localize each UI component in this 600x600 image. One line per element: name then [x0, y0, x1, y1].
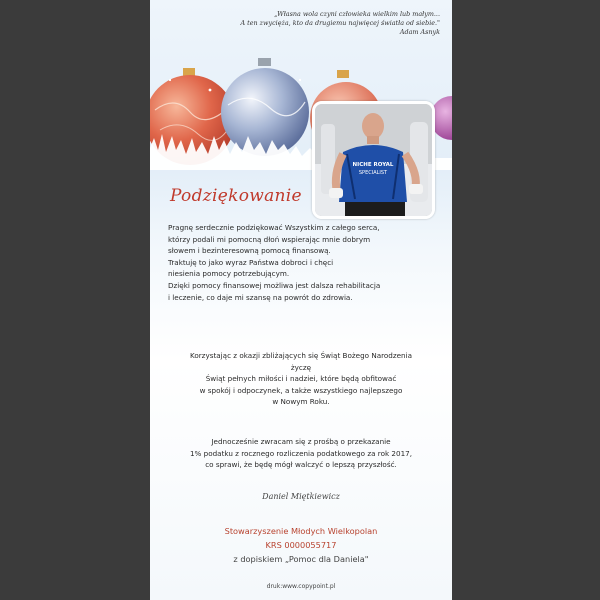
paragraph1-line: słowem i bezinteresowną pomocą finansową.: [168, 246, 331, 256]
paragraph1-line: niesienia pomocy potrzebującym.: [168, 269, 290, 279]
paragraph3-line: co sprawi, że będę mógł walczyć o lepszą przyszłość.: [205, 460, 397, 470]
quote-line-2: A ten zwycięża, kto da drugiemu najwięcej światła od siebie.": [240, 19, 440, 28]
ornament-cap-blue: [258, 58, 271, 66]
paragraph1-line: Dzięki pomocy finansowej możliwa jest dalsza rehabilitacja: [168, 280, 381, 290]
ornament-cap-red: [183, 68, 195, 76]
ornament-cap-red-2: [337, 70, 349, 78]
thanks-paragraph: [168, 222, 448, 303]
thank-you-card: [150, 0, 452, 600]
organization-note: z dopiskiem „Pomoc dla Daniela": [233, 553, 369, 564]
paragraph2-line: życzę: [290, 362, 312, 372]
person-in-jersey-illustration: [315, 104, 432, 216]
left-background: [0, 0, 150, 600]
heading-title: Podziękowanie: [170, 186, 302, 206]
paragraph2-line: Korzystając z okazji zbliżających się Świąt Bożego Narodzenia: [189, 351, 413, 360]
quote-author: Adam Asnyk: [399, 28, 440, 37]
paragraph3-line: 1% podatku z rocznego rozliczenia podatkowego za rok 2017,: [189, 448, 413, 458]
paragraph1-line: Pragnę serdecznie podziękować Wszystkim z całego serca,: [168, 223, 380, 232]
krs-number: KRS 0000055717: [265, 539, 337, 550]
organization-block: [150, 525, 452, 566]
organization-name: Stowarzyszenie Młodych Wielkopolan: [224, 526, 378, 536]
portrait-photo: [312, 101, 435, 219]
tax-request-paragraph: [150, 436, 452, 471]
print-footer: druk:www.copypoint.pl: [266, 583, 336, 590]
paragraph2-line: w Nowym Roku.: [272, 397, 330, 407]
right-background: [452, 0, 600, 600]
quote-block: [170, 10, 440, 38]
shirt-text-2: SPECIALIST: [358, 170, 388, 176]
signature: Daniel Miętkiewicz: [262, 492, 340, 501]
paragraph3-line: Jednocześnie zwracam się z prośbą o przekazanie: [211, 437, 391, 446]
shirt-text-1: NICHE ROYAL: [352, 162, 394, 168]
paragraph2-line: Świąt pełnych miłości i nadziei, które będą obfitować: [205, 374, 397, 384]
paragraph2-line: w spokój i odpoczynek, a także wszystkiego najlepszego: [199, 385, 403, 395]
paragraph1-line: którzy podali mi pomocną dłoń wspierając mnie dobrym: [168, 234, 371, 244]
quote-line-1: „Własna wola czyni człowieka wielkim lub małym...: [274, 10, 440, 18]
paragraph1-line: i leczenie, co daje mi szansę na powrót do zdrowia.: [168, 292, 353, 302]
paragraph1-line: Traktuję to jako wyraz Państwa dobroci i chęci: [168, 257, 334, 267]
wishes-paragraph: [150, 350, 452, 408]
